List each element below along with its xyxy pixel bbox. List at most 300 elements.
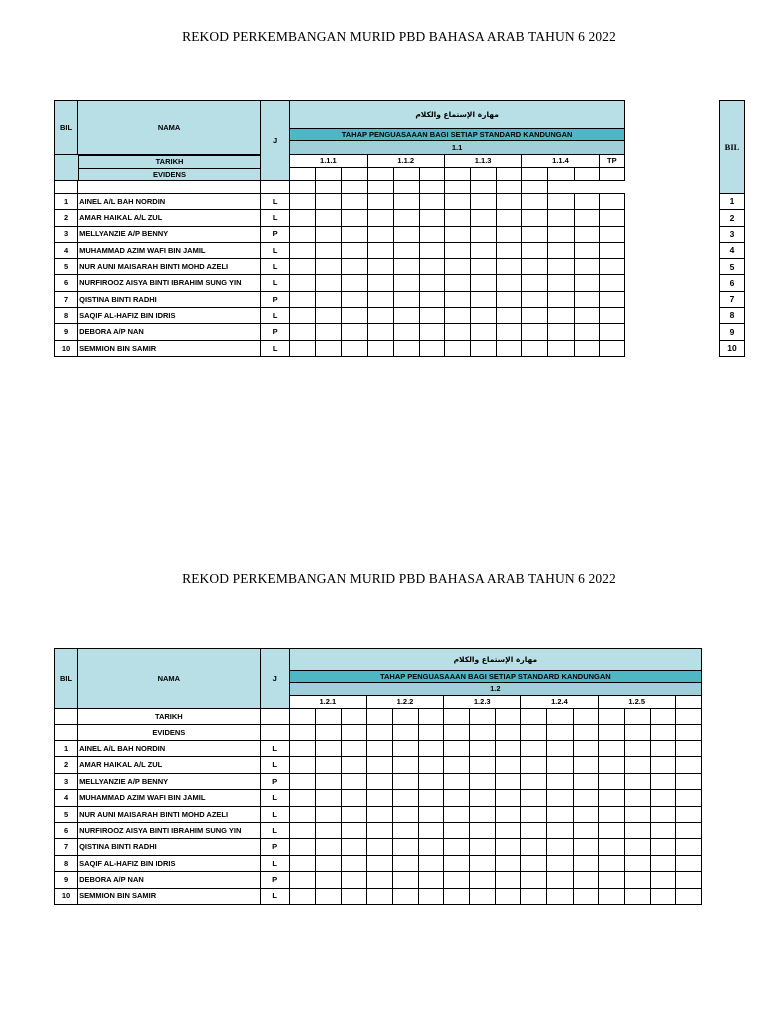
score-2-cell[interactable] xyxy=(521,773,547,789)
score-cell[interactable] xyxy=(497,308,522,324)
score-2-cell[interactable] xyxy=(598,741,624,757)
score-cell[interactable] xyxy=(599,275,624,291)
score-2-cell[interactable] xyxy=(573,855,598,871)
score-2-cell[interactable] xyxy=(470,806,496,822)
evidens-entry-2-cell[interactable] xyxy=(496,725,521,741)
score-2-cell[interactable] xyxy=(547,872,573,888)
evidens-entry-cell[interactable] xyxy=(393,181,419,194)
score-cell[interactable] xyxy=(316,194,342,210)
score-2-cell[interactable] xyxy=(547,839,573,855)
score-2-cell[interactable] xyxy=(315,855,341,871)
score-2-cell[interactable] xyxy=(341,806,366,822)
score-2-cell[interactable] xyxy=(624,855,650,871)
tarikh-entry-cell[interactable] xyxy=(599,168,624,181)
score-2-cell[interactable] xyxy=(419,855,444,871)
evidens-entry-2-cell[interactable] xyxy=(521,725,547,741)
score-2-cell[interactable] xyxy=(444,790,470,806)
score-2-cell[interactable] xyxy=(598,822,624,838)
score-2-cell[interactable] xyxy=(675,790,701,806)
score-cell[interactable] xyxy=(497,275,522,291)
score-2-cell[interactable] xyxy=(598,773,624,789)
evidens-entry-2-cell[interactable] xyxy=(366,725,392,741)
score-2-cell[interactable] xyxy=(496,855,521,871)
score-cell[interactable] xyxy=(419,194,444,210)
score-2-cell[interactable] xyxy=(289,888,315,904)
score-cell[interactable] xyxy=(599,259,624,275)
score-cell[interactable] xyxy=(290,242,316,258)
score-cell[interactable] xyxy=(342,210,367,226)
score-2-cell[interactable] xyxy=(341,855,366,871)
tarikh-entry-cell[interactable] xyxy=(419,168,444,181)
score-cell[interactable] xyxy=(522,194,548,210)
score-cell[interactable] xyxy=(367,275,393,291)
score-cell[interactable] xyxy=(497,340,522,356)
score-cell[interactable] xyxy=(290,259,316,275)
score-2-cell[interactable] xyxy=(392,839,418,855)
score-2-cell[interactable] xyxy=(315,806,341,822)
evidens-entry-2-cell[interactable] xyxy=(547,725,573,741)
score-cell[interactable] xyxy=(342,242,367,258)
score-cell[interactable] xyxy=(548,324,574,340)
score-cell[interactable] xyxy=(548,308,574,324)
score-2-cell[interactable] xyxy=(289,806,315,822)
score-2-cell[interactable] xyxy=(289,757,315,773)
score-cell[interactable] xyxy=(574,308,599,324)
score-2-cell[interactable] xyxy=(624,790,650,806)
score-2-cell[interactable] xyxy=(315,790,341,806)
tarikh-entry-cell[interactable] xyxy=(574,168,599,181)
score-2-cell[interactable] xyxy=(392,773,418,789)
score-2-cell[interactable] xyxy=(521,839,547,855)
score-cell[interactable] xyxy=(419,210,444,226)
score-2-cell[interactable] xyxy=(444,872,470,888)
score-cell[interactable] xyxy=(574,291,599,307)
score-2-cell[interactable] xyxy=(289,822,315,838)
score-cell[interactable] xyxy=(367,259,393,275)
score-2-cell[interactable] xyxy=(392,790,418,806)
tarikh-entry-cell[interactable] xyxy=(316,168,342,181)
score-2-cell[interactable] xyxy=(366,822,392,838)
evidens-entry-2-cell[interactable] xyxy=(598,725,624,741)
score-2-cell[interactable] xyxy=(624,806,650,822)
score-2-cell[interactable] xyxy=(392,888,418,904)
score-cell[interactable] xyxy=(419,291,444,307)
score-2-cell[interactable] xyxy=(496,741,521,757)
tarikh-entry-2-cell[interactable] xyxy=(547,709,573,725)
evidens-entry-cell[interactable] xyxy=(78,181,261,194)
score-cell[interactable] xyxy=(599,226,624,242)
score-cell[interactable] xyxy=(574,275,599,291)
tarikh-entry-2-cell[interactable] xyxy=(624,709,650,725)
score-2-cell[interactable] xyxy=(366,790,392,806)
tarikh-entry-cell[interactable] xyxy=(522,168,548,181)
score-2-cell[interactable] xyxy=(315,741,341,757)
score-cell[interactable] xyxy=(599,242,624,258)
score-cell[interactable] xyxy=(497,259,522,275)
score-2-cell[interactable] xyxy=(598,888,624,904)
score-2-cell[interactable] xyxy=(444,888,470,904)
score-2-cell[interactable] xyxy=(444,855,470,871)
score-2-cell[interactable] xyxy=(341,757,366,773)
score-cell[interactable] xyxy=(522,291,548,307)
evidens-entry-2-cell[interactable] xyxy=(315,725,341,741)
score-2-cell[interactable] xyxy=(573,790,598,806)
score-cell[interactable] xyxy=(419,340,444,356)
score-cell[interactable] xyxy=(471,340,497,356)
score-2-cell[interactable] xyxy=(598,855,624,871)
score-cell[interactable] xyxy=(290,194,316,210)
score-cell[interactable] xyxy=(393,275,419,291)
tarikh-entry-2-cell[interactable] xyxy=(470,709,496,725)
evidens-entry-cell[interactable] xyxy=(367,181,393,194)
score-2-cell[interactable] xyxy=(650,773,675,789)
score-2-cell[interactable] xyxy=(573,773,598,789)
score-2-cell[interactable] xyxy=(675,822,701,838)
score-2-cell[interactable] xyxy=(392,822,418,838)
score-cell[interactable] xyxy=(316,242,342,258)
score-cell[interactable] xyxy=(574,210,599,226)
score-2-cell[interactable] xyxy=(470,888,496,904)
score-cell[interactable] xyxy=(444,308,470,324)
score-2-cell[interactable] xyxy=(470,741,496,757)
score-2-cell[interactable] xyxy=(547,888,573,904)
score-2-cell[interactable] xyxy=(366,839,392,855)
score-2-cell[interactable] xyxy=(496,757,521,773)
score-2-cell[interactable] xyxy=(392,806,418,822)
score-cell[interactable] xyxy=(342,291,367,307)
score-2-cell[interactable] xyxy=(392,855,418,871)
score-cell[interactable] xyxy=(574,259,599,275)
score-2-cell[interactable] xyxy=(624,773,650,789)
score-2-cell[interactable] xyxy=(419,741,444,757)
score-2-cell[interactable] xyxy=(650,888,675,904)
score-2-cell[interactable] xyxy=(444,773,470,789)
score-cell[interactable] xyxy=(471,210,497,226)
score-cell[interactable] xyxy=(548,194,574,210)
score-2-cell[interactable] xyxy=(496,839,521,855)
score-cell[interactable] xyxy=(393,242,419,258)
score-cell[interactable] xyxy=(316,340,342,356)
score-2-cell[interactable] xyxy=(675,773,701,789)
score-2-cell[interactable] xyxy=(547,855,573,871)
score-2-cell[interactable] xyxy=(341,822,366,838)
score-cell[interactable] xyxy=(522,340,548,356)
score-2-cell[interactable] xyxy=(598,790,624,806)
tarikh-entry-2-cell[interactable] xyxy=(496,709,521,725)
evidens-entry-cell[interactable] xyxy=(419,181,444,194)
evidens-entry-2-cell[interactable] xyxy=(444,725,470,741)
score-cell[interactable] xyxy=(316,291,342,307)
score-cell[interactable] xyxy=(444,210,470,226)
evidens-entry-cell[interactable] xyxy=(522,181,548,194)
score-2-cell[interactable] xyxy=(650,872,675,888)
score-2-cell[interactable] xyxy=(675,741,701,757)
score-2-cell[interactable] xyxy=(366,888,392,904)
score-cell[interactable] xyxy=(316,324,342,340)
score-2-cell[interactable] xyxy=(675,888,701,904)
tarikh-entry-2-cell[interactable] xyxy=(521,709,547,725)
score-2-cell[interactable] xyxy=(341,872,366,888)
score-cell[interactable] xyxy=(522,324,548,340)
score-2-cell[interactable] xyxy=(496,790,521,806)
score-cell[interactable] xyxy=(548,291,574,307)
score-cell[interactable] xyxy=(342,324,367,340)
score-2-cell[interactable] xyxy=(289,839,315,855)
evidens-entry-cell[interactable] xyxy=(342,181,367,194)
score-2-cell[interactable] xyxy=(521,855,547,871)
score-2-cell[interactable] xyxy=(419,757,444,773)
score-2-cell[interactable] xyxy=(573,872,598,888)
score-2-cell[interactable] xyxy=(289,872,315,888)
score-2-cell[interactable] xyxy=(624,888,650,904)
score-2-cell[interactable] xyxy=(521,872,547,888)
tarikh-entry-cell[interactable] xyxy=(367,168,393,181)
score-2-cell[interactable] xyxy=(392,872,418,888)
score-2-cell[interactable] xyxy=(470,757,496,773)
score-2-cell[interactable] xyxy=(521,806,547,822)
score-2-cell[interactable] xyxy=(419,806,444,822)
score-cell[interactable] xyxy=(393,194,419,210)
tarikh-entry-cell[interactable] xyxy=(393,168,419,181)
score-cell[interactable] xyxy=(342,275,367,291)
tarikh-entry-cell[interactable] xyxy=(444,168,470,181)
score-cell[interactable] xyxy=(367,210,393,226)
score-cell[interactable] xyxy=(444,194,470,210)
score-2-cell[interactable] xyxy=(289,741,315,757)
tarikh-entry-cell[interactable] xyxy=(342,168,367,181)
score-cell[interactable] xyxy=(471,242,497,258)
score-cell[interactable] xyxy=(393,210,419,226)
score-2-cell[interactable] xyxy=(470,773,496,789)
score-cell[interactable] xyxy=(342,194,367,210)
evidens-entry-2-cell[interactable] xyxy=(650,725,675,741)
score-cell[interactable] xyxy=(444,340,470,356)
score-cell[interactable] xyxy=(419,275,444,291)
score-2-cell[interactable] xyxy=(521,822,547,838)
score-cell[interactable] xyxy=(393,291,419,307)
score-cell[interactable] xyxy=(444,259,470,275)
evidens-entry-2-cell[interactable] xyxy=(573,725,598,741)
score-2-cell[interactable] xyxy=(470,822,496,838)
score-2-cell[interactable] xyxy=(547,773,573,789)
score-2-cell[interactable] xyxy=(419,839,444,855)
score-2-cell[interactable] xyxy=(624,822,650,838)
score-cell[interactable] xyxy=(497,226,522,242)
score-2-cell[interactable] xyxy=(675,855,701,871)
tarikh-entry-2-cell[interactable] xyxy=(675,709,701,725)
score-2-cell[interactable] xyxy=(419,872,444,888)
evidens-entry-2-cell[interactable] xyxy=(624,725,650,741)
score-2-cell[interactable] xyxy=(598,872,624,888)
score-2-cell[interactable] xyxy=(650,806,675,822)
score-cell[interactable] xyxy=(316,275,342,291)
score-cell[interactable] xyxy=(367,242,393,258)
score-cell[interactable] xyxy=(393,340,419,356)
score-2-cell[interactable] xyxy=(315,888,341,904)
score-cell[interactable] xyxy=(574,242,599,258)
score-cell[interactable] xyxy=(471,308,497,324)
score-cell[interactable] xyxy=(497,242,522,258)
score-cell[interactable] xyxy=(444,275,470,291)
evidens-entry-2-cell[interactable] xyxy=(675,725,701,741)
score-cell[interactable] xyxy=(497,194,522,210)
score-cell[interactable] xyxy=(522,210,548,226)
score-cell[interactable] xyxy=(342,259,367,275)
score-cell[interactable] xyxy=(290,275,316,291)
score-cell[interactable] xyxy=(419,242,444,258)
score-2-cell[interactable] xyxy=(547,741,573,757)
tarikh-entry-2-cell[interactable] xyxy=(315,709,341,725)
score-cell[interactable] xyxy=(316,259,342,275)
score-2-cell[interactable] xyxy=(315,839,341,855)
score-cell[interactable] xyxy=(393,308,419,324)
score-2-cell[interactable] xyxy=(650,757,675,773)
score-cell[interactable] xyxy=(367,291,393,307)
score-2-cell[interactable] xyxy=(289,790,315,806)
score-2-cell[interactable] xyxy=(392,757,418,773)
score-2-cell[interactable] xyxy=(341,888,366,904)
tarikh-entry-cell[interactable] xyxy=(548,168,574,181)
score-cell[interactable] xyxy=(522,226,548,242)
score-cell[interactable] xyxy=(316,210,342,226)
evidens-entry-2-cell[interactable] xyxy=(341,725,366,741)
evidens-entry-cell[interactable] xyxy=(290,181,316,194)
score-2-cell[interactable] xyxy=(444,757,470,773)
score-2-cell[interactable] xyxy=(366,741,392,757)
score-2-cell[interactable] xyxy=(624,872,650,888)
tarikh-entry-2-cell[interactable] xyxy=(341,709,366,725)
score-2-cell[interactable] xyxy=(573,888,598,904)
tarikh-entry-cell[interactable] xyxy=(497,168,522,181)
tarikh-entry-2-cell[interactable] xyxy=(573,709,598,725)
score-2-cell[interactable] xyxy=(341,741,366,757)
score-cell[interactable] xyxy=(419,308,444,324)
score-2-cell[interactable] xyxy=(315,773,341,789)
score-2-cell[interactable] xyxy=(521,790,547,806)
score-2-cell[interactable] xyxy=(675,872,701,888)
evidens-entry-cell[interactable] xyxy=(55,181,78,194)
score-2-cell[interactable] xyxy=(470,790,496,806)
score-2-cell[interactable] xyxy=(470,839,496,855)
score-2-cell[interactable] xyxy=(675,839,701,855)
evidens-entry-cell[interactable] xyxy=(471,181,497,194)
score-cell[interactable] xyxy=(599,308,624,324)
score-2-cell[interactable] xyxy=(366,806,392,822)
score-2-cell[interactable] xyxy=(496,888,521,904)
score-cell[interactable] xyxy=(419,259,444,275)
score-cell[interactable] xyxy=(522,259,548,275)
score-cell[interactable] xyxy=(574,324,599,340)
score-2-cell[interactable] xyxy=(624,839,650,855)
score-2-cell[interactable] xyxy=(547,790,573,806)
tarikh-entry-2-cell[interactable] xyxy=(289,709,315,725)
score-2-cell[interactable] xyxy=(573,806,598,822)
score-2-cell[interactable] xyxy=(366,757,392,773)
score-2-cell[interactable] xyxy=(547,806,573,822)
score-2-cell[interactable] xyxy=(598,757,624,773)
score-cell[interactable] xyxy=(444,324,470,340)
score-2-cell[interactable] xyxy=(366,773,392,789)
score-cell[interactable] xyxy=(444,291,470,307)
score-2-cell[interactable] xyxy=(289,773,315,789)
score-2-cell[interactable] xyxy=(366,855,392,871)
score-2-cell[interactable] xyxy=(650,855,675,871)
score-cell[interactable] xyxy=(419,324,444,340)
tarikh-entry-cell[interactable] xyxy=(290,168,316,181)
score-2-cell[interactable] xyxy=(419,773,444,789)
score-cell[interactable] xyxy=(548,340,574,356)
evidens-entry-2-cell[interactable] xyxy=(392,725,418,741)
evidens-entry-cell[interactable] xyxy=(497,181,522,194)
score-cell[interactable] xyxy=(290,308,316,324)
score-cell[interactable] xyxy=(471,226,497,242)
evidens-entry-2-cell[interactable] xyxy=(419,725,444,741)
score-2-cell[interactable] xyxy=(341,773,366,789)
score-cell[interactable] xyxy=(290,291,316,307)
evidens-entry-2-cell[interactable] xyxy=(470,725,496,741)
score-cell[interactable] xyxy=(548,242,574,258)
score-cell[interactable] xyxy=(548,259,574,275)
score-cell[interactable] xyxy=(599,194,624,210)
score-cell[interactable] xyxy=(599,291,624,307)
tarikh-entry-2-cell[interactable] xyxy=(598,709,624,725)
score-cell[interactable] xyxy=(471,324,497,340)
score-2-cell[interactable] xyxy=(419,888,444,904)
score-cell[interactable] xyxy=(444,226,470,242)
score-2-cell[interactable] xyxy=(624,757,650,773)
score-cell[interactable] xyxy=(522,242,548,258)
score-2-cell[interactable] xyxy=(650,839,675,855)
score-2-cell[interactable] xyxy=(573,822,598,838)
evidens-entry-2-cell[interactable] xyxy=(289,725,315,741)
score-cell[interactable] xyxy=(290,226,316,242)
score-cell[interactable] xyxy=(471,194,497,210)
score-2-cell[interactable] xyxy=(315,757,341,773)
evidens-entry-cell[interactable] xyxy=(316,181,342,194)
score-2-cell[interactable] xyxy=(598,806,624,822)
score-cell[interactable] xyxy=(497,291,522,307)
score-2-cell[interactable] xyxy=(444,839,470,855)
score-cell[interactable] xyxy=(497,324,522,340)
score-2-cell[interactable] xyxy=(496,773,521,789)
tarikh-entry-2-cell[interactable] xyxy=(650,709,675,725)
score-cell[interactable] xyxy=(342,226,367,242)
score-2-cell[interactable] xyxy=(496,806,521,822)
evidens-entry-cell[interactable] xyxy=(444,181,470,194)
score-2-cell[interactable] xyxy=(341,839,366,855)
score-2-cell[interactable] xyxy=(521,757,547,773)
score-cell[interactable] xyxy=(599,340,624,356)
score-cell[interactable] xyxy=(497,210,522,226)
score-2-cell[interactable] xyxy=(598,839,624,855)
tarikh-entry-cell[interactable] xyxy=(471,168,497,181)
score-2-cell[interactable] xyxy=(315,822,341,838)
score-cell[interactable] xyxy=(574,194,599,210)
score-cell[interactable] xyxy=(367,308,393,324)
score-2-cell[interactable] xyxy=(419,822,444,838)
score-cell[interactable] xyxy=(393,259,419,275)
score-2-cell[interactable] xyxy=(675,757,701,773)
score-cell[interactable] xyxy=(522,308,548,324)
score-2-cell[interactable] xyxy=(573,757,598,773)
score-cell[interactable] xyxy=(522,275,548,291)
score-2-cell[interactable] xyxy=(650,790,675,806)
score-cell[interactable] xyxy=(548,210,574,226)
tarikh-entry-2-cell[interactable] xyxy=(366,709,392,725)
score-cell[interactable] xyxy=(444,242,470,258)
score-2-cell[interactable] xyxy=(650,822,675,838)
score-cell[interactable] xyxy=(574,226,599,242)
